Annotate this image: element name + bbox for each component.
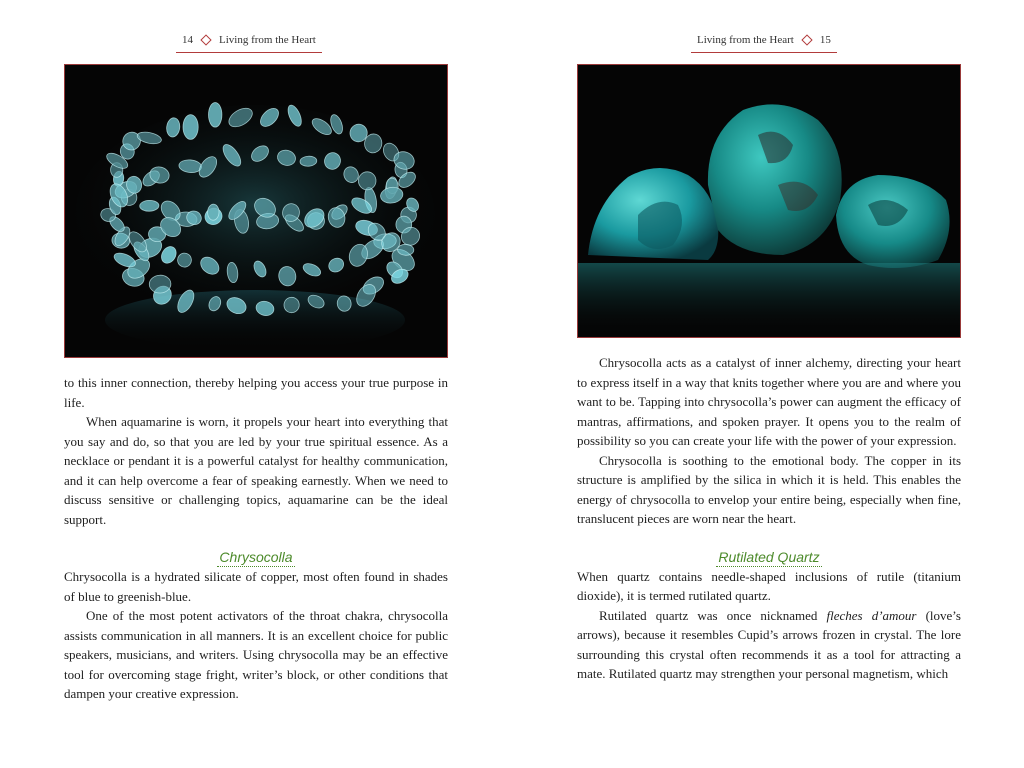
chrysocolla-intro: Chrysocolla is a hydrated silicate of copper, most often found in shades of blue to greenish-blue.	[64, 569, 448, 604]
aquamarine-bead	[183, 115, 198, 140]
aquamarine-paragraph: When aquamarine is worn, it propels your heart into everything that you say and do, so that you are led by your true spiritual essence. As a necklace or pendant it is a powerful catalyst for healthy communication, and it can help overcome a fear of speaking earnestly. When we need to discuss sensitive or challenging topics, aquamarine can be the ideal support.	[64, 414, 448, 527]
section-heading-chrysocolla: Chrysocolla	[219, 549, 293, 565]
aquamarine-bracelet-image	[65, 65, 447, 357]
aquamarine-bead	[140, 200, 160, 211]
diamond-icon	[200, 34, 211, 45]
alchemy-paragraph: Chrysocolla acts as a catalyst of inner alchemy, directing your heart to express itself in a way that knits together where you are and where you want to be. Tapping into chrysocolla’s power can augment the efficacy of mantras, affirmations, and spoken prayer. It opens you to the realm of possibility so you can create your life with the power of your expression.	[577, 355, 961, 448]
aquamarine-bead	[209, 103, 222, 128]
rutilated-quartz-intro: When quartz contains needle-shaped inclusions of rutile (titanium dioxide), it is termed rutilated quartz.	[577, 568, 961, 603]
running-title-left: Living from the Heart	[219, 34, 316, 46]
stone-middle	[708, 104, 842, 255]
chrysocolla-photo	[577, 64, 961, 338]
soothing-paragraph: Chrysocolla is soothing to the emotional body. The copper in its structure is amplified by the silica in which it is held. This enables the energy of chrysocolla to envelop your entire being, especially when fine, translucent pieces are worn near the heart.	[577, 452, 961, 526]
left-text-block	[64, 373, 448, 704]
rutilated-quartz-lore-paragraph: Rutilated quartz was once nicknamed fleches d’amour (love’s arrows), because it resembles Cupid’s arrows frozen in crystal. The lore surrounding this crystal often recommends it as a tool for attracting a mate. Rutilated quartz may strengthen your personal magnetism, which	[577, 607, 961, 681]
aquamarine-photo	[64, 64, 448, 358]
aquamarine-bead	[207, 204, 219, 220]
right-page	[577, 0, 961, 768]
page-number-left: 14	[182, 34, 193, 46]
running-head-right	[691, 31, 837, 53]
left-page	[64, 0, 448, 768]
continuation-paragraph: to this inner connection, thereby helping you access your true purpose in life.	[64, 375, 448, 410]
right-text-block	[577, 353, 961, 684]
page-number-right: 15	[819, 34, 831, 46]
chrysocolla-paragraph: One of the most potent activators of the throat chakra, chrysocolla assists communication in all manners. It is an excellent choice for public speakers, musicians, and writers. Using chrysocolla may be an effective tool for overcoming stage fright, writer’s block, or other conditions that dampen your creative expression.	[64, 608, 448, 701]
aquamarine-bead	[358, 171, 377, 190]
fleches-damour-italic: fleches d’amour	[826, 607, 917, 623]
chrysocolla-stones-image	[578, 65, 960, 337]
section-heading-rutilated-quartz: Rutilated Quartz	[718, 548, 820, 565]
diamond-icon	[801, 34, 812, 45]
running-head-left	[176, 31, 322, 53]
running-title-right: Living from the Heart	[697, 34, 794, 46]
